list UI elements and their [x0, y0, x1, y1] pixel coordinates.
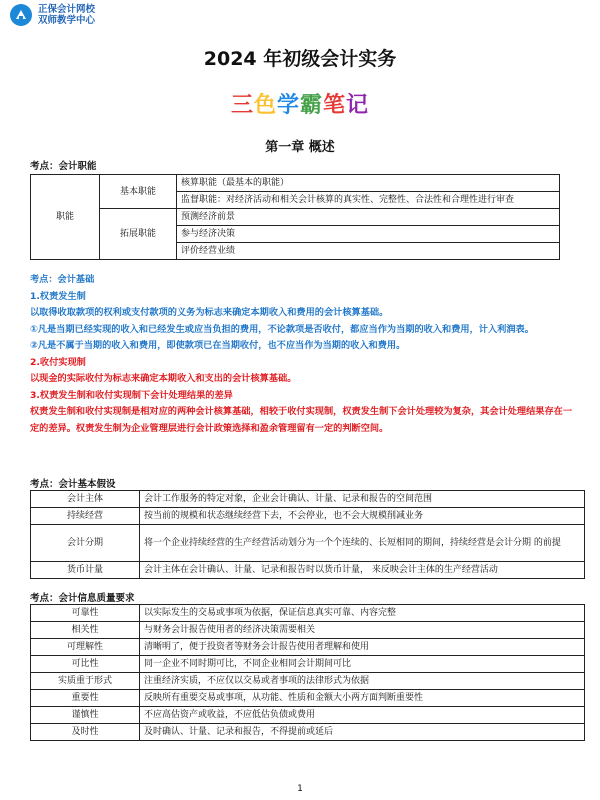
extended-function-item: 评价经营业绩 [177, 243, 560, 260]
note-line: 1.权责发生制 [30, 290, 86, 302]
section-heading-functions: 考点：会计职能 [30, 161, 97, 172]
note-line: ②凡是不属于当期的收入和费用，即使款项已在当期收付，也不应当作为当期的收入和费用。 [30, 340, 406, 351]
quality-term: 实质重于形式 [31, 673, 140, 690]
extended-functions-label: 拓展职能 [100, 209, 177, 260]
quality-term: 可比性 [31, 656, 140, 673]
quality-term: 可靠性 [31, 605, 140, 622]
colored-subtitle [0, 88, 600, 119]
quality-desc: 反映所有重要交易或事项，从功能、性质和金额大小两方面判断重要性 [140, 690, 585, 707]
assumption-term: 会计分期 [31, 525, 140, 562]
section-heading-assumptions: 考点：会计基本假设 [30, 479, 116, 490]
logo [10, 4, 95, 26]
quality-desc: 与财务会计报告使用者的经济决策需要相关 [140, 622, 585, 639]
quality-desc: 同一企业不同时期可比，不同企业相同会计期间可比 [140, 656, 585, 673]
assumption-term: 会计主体 [31, 491, 140, 508]
quality-desc: 注重经济实质，不应仅以交易或者事项的法律形式为依据 [140, 673, 585, 690]
note-line: ①凡是当期已经实现的收入和已经发生或应当负担的费用，不论款项是否收付，都应当作为当期的收入和费用，计入利润表。 [30, 323, 534, 335]
chapter-title: 第一章 概述 [265, 140, 335, 155]
note-line: 以取得收取款项的权利或支付款项的义务为标志来确定本期收入和费用的会计核算基础。 [30, 307, 389, 318]
subtitle-char: 记 [346, 93, 370, 118]
org-name: 正保会计网校 [38, 4, 96, 15]
section-heading-quality: 考点：会计信息质量要求 [30, 593, 135, 604]
functions-label: 职能 [31, 175, 100, 260]
basic-function-item: 监督职能：对经济活动和相关会计核算的真实性、完整性、合法性和合理性进行审查 [177, 192, 560, 209]
functions-table [30, 174, 560, 260]
assumption-term: 货币计量 [31, 562, 140, 579]
subtitle-char: 三 [230, 93, 254, 118]
quality-term: 重要性 [31, 690, 140, 707]
subtitle-char: 色 [253, 93, 277, 118]
note-line: 权责发生制和收付实现制是相对应的两种会计核算基础，相较于收付实现制，权责发生制下会计处理较为复杂，其会计处理结果存在一定的差异。权责发生制为企业管理层进行会计政策选择和盈余管理留有一定的判断空间。 [30, 406, 573, 434]
assumption-desc: 会计工作服务的特定对象，企业会计确认、计量、记录和报告的空间范围 [140, 491, 585, 508]
note-line: 以现金的实际收付为标志来确定本期收入和支出的会计核算基础。 [30, 373, 297, 384]
subtitle-char: 学 [276, 93, 300, 118]
page-number: 1 [297, 784, 303, 794]
note-line: 3.权责发生制和收付实现制下会计处理结果的差异 [30, 389, 233, 401]
quality-table [30, 604, 585, 741]
assumption-desc: 会计主体在会计确认、计量、记录和报告时以货币计量， 来反映会计主体的生产经营活动 [140, 562, 585, 579]
subtitle-char: 霸 [300, 93, 324, 118]
basic-functions-label: 基本职能 [100, 175, 177, 209]
extended-function-item: 参与经济决策 [177, 226, 560, 243]
quality-desc: 及时确认、计量、记录和报告，不得提前或延后 [140, 724, 585, 741]
quality-desc: 以实际发生的交易或事项为依据，保证信息真实可靠、内容完整 [140, 605, 585, 622]
logo-icon [10, 4, 32, 26]
assumption-desc: 按当前的规模和状态继续经营下去，不会停业，也不会大规模削减业务 [140, 508, 585, 525]
subtitle-char: 笔 [323, 93, 347, 118]
org-subname: 双师教学中心 [38, 15, 96, 26]
assumption-term: 持续经营 [31, 508, 140, 525]
extended-function-item: 预测经济前景 [177, 209, 560, 226]
basic-function-item: 核算职能（最基本的职能） [177, 175, 560, 192]
assumption-desc: 将一个企业持续经营的生产经营活动划分为一个个连续的、长短相同的期间，持续经营是会计分期 的前提 [140, 525, 585, 562]
quality-term: 谨慎性 [31, 707, 140, 724]
quality-desc: 不应高估资产或收益，不应低估负债或费用 [140, 707, 585, 724]
quality-desc: 清晰明了，便于投资者等财务会计报告使用者理解和使用 [140, 639, 585, 656]
accounting-basis-notes [30, 272, 575, 437]
quality-term: 及时性 [31, 724, 140, 741]
document-title: 2024 年初级会计实务 [203, 48, 397, 70]
quality-term: 可理解性 [31, 639, 140, 656]
quality-term: 相关性 [31, 622, 140, 639]
assumptions-table [30, 490, 585, 579]
note-line: 2.收付实现制 [30, 356, 86, 368]
note-line: 考点：会计基础 [30, 274, 95, 285]
